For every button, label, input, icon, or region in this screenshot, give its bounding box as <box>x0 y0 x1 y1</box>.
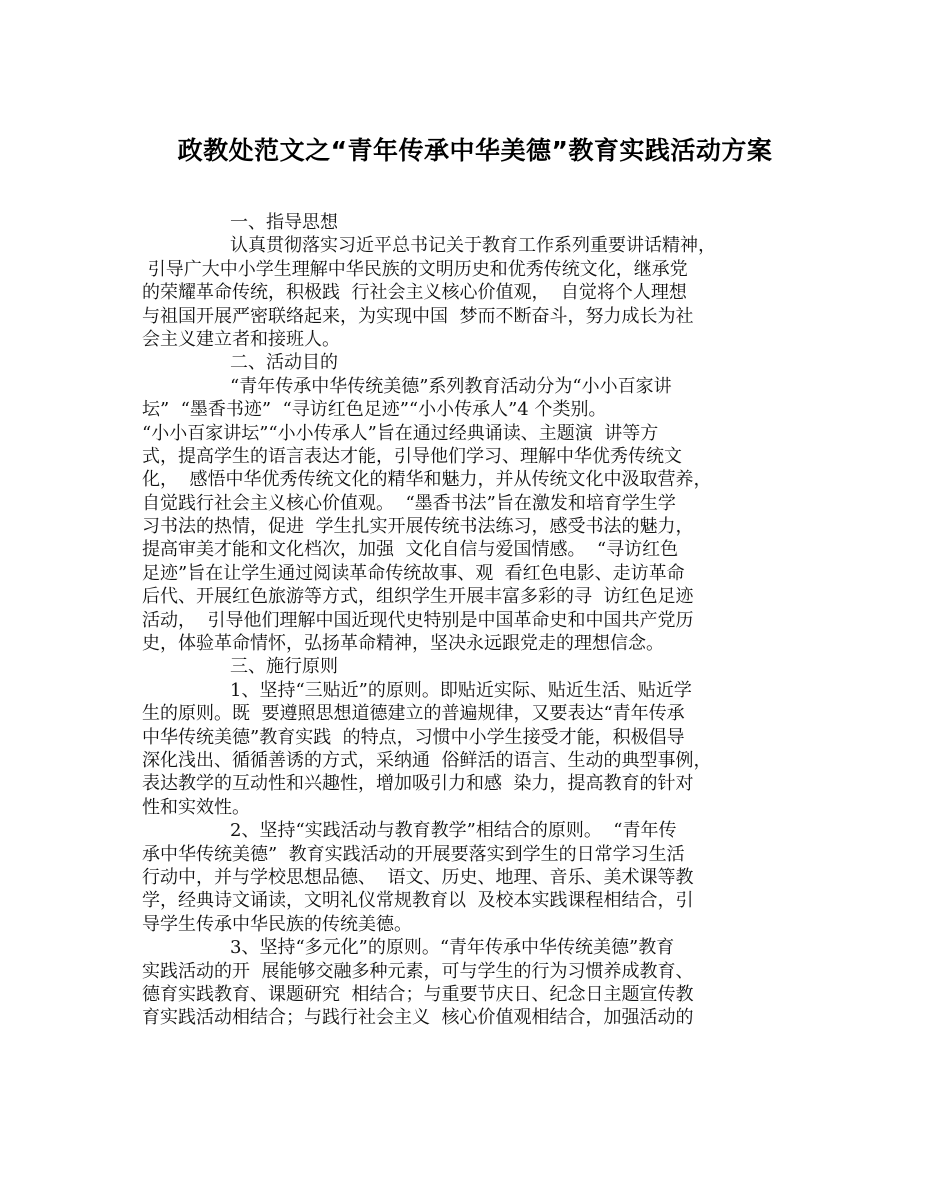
text-line: 深化浅出、循循善诱的方式，采纳通 俗鲜活的语言、生动的典型事例， <box>142 749 712 771</box>
text-line: 3、坚持“多元化”的原则。“青年传承中华传统美德”教育 <box>230 937 675 959</box>
text-line: 行动中，并与学校思想品德、 语文、历史、地理、音乐、美术课等教 <box>142 866 694 888</box>
text-line: 实践活动的开 展能够交融多种元素，可与学生的行为习惯养成教育、 <box>142 960 694 982</box>
text-line: 导学生传承中华民族的传统美德。 <box>142 913 412 935</box>
page-title: 政教处范文之“青年传承中华美德”教育实践活动方案 <box>177 136 773 165</box>
text-line: 足迹”旨在让学生通过阅读革命传统故事、观 看红色电影、走访革命 <box>142 562 685 584</box>
text-line: “小小百家讲坛”“小小传承人”旨在通过经典诵读、主题演 讲等方 <box>142 422 659 444</box>
text-line: 后代、开展红色旅游等方式，组织学生开展丰富多彩的寻 访红色足迹 <box>142 586 694 608</box>
text-line: 二、活动目的 <box>230 352 338 374</box>
text-line: 引导广大中小学生理解中华民族的文明历史和优秀传统文化，继承党 <box>142 258 688 280</box>
text-line: 式，提高学生的语言表达才能，引导他们学习、理解中华优秀传统文 <box>142 445 682 467</box>
text-line: 三、施行原则 <box>230 656 338 678</box>
text-line: 史，体验革命情怀，弘扬革命精神，坚决永远跟党走的理想信念。 <box>142 633 664 655</box>
text-line: 的荣耀革命传统，积极践 行社会主义核心价值观， 自觉将个人理想 <box>142 282 687 304</box>
text-line: 2、坚持“实践活动与教育教学”相结合的原则。 “青年传 <box>230 820 677 842</box>
text-line: 中华传统美德”教育实践 的特点，习惯中小学生接受才能，积极倡导 <box>142 726 685 748</box>
text-line: 坛” “墨香书迹” “寻访红色足迹”“小小传承人”4 个类别。 <box>142 399 607 421</box>
text-line: 1、坚持“三贴近”的原则。即贴近实际、贴近生活、贴近学 <box>230 679 692 701</box>
text-line: 认真贯彻落实习近平总书记关于教育工作系列重要讲话精神， <box>230 235 716 257</box>
text-line: 提高审美才能和文化档次，加强 文化自信与爱国情感。 “寻访红色 <box>142 539 679 561</box>
text-line: 生的原则。既 要遵照思想道德建立的普遍规律，又要表达“青年传承 <box>142 703 685 725</box>
text-line: “青年传承中华传统美德”系列教育活动分为“小小百家讲 <box>230 375 672 397</box>
text-line: 自觉践行社会主义核心价值观。 “墨香书法”旨在激发和培育学生学 <box>142 492 676 514</box>
text-line: 与祖国开展严密联络起来，为实现中国 梦而不断奋斗，努力成长为社 <box>142 305 694 327</box>
text-line: 学，经典诗文诵读，文明礼仪常规教育以 及校本实践课程相结合，引 <box>142 890 694 912</box>
text-line: 承中华传统美德” 教育实践活动的开展要落实到学生的日常学习生活 <box>142 843 685 865</box>
text-line: 化， 感悟中华优秀传统文化的精华和魅力，并从传统文化中汲取营养， <box>142 469 712 491</box>
text-line: 表达教学的互动性和兴趣性，增加吸引力和感 染力，提高教育的针对 <box>142 773 694 795</box>
document-body <box>142 211 812 1030</box>
text-line: 活动， 引导他们理解中国近现代史特别是中国革命史和中国共产党历 <box>142 609 694 631</box>
text-line: 会主义建立者和接班人。 <box>142 328 340 350</box>
text-line: 性和实效性。 <box>142 796 250 818</box>
text-line: 习书法的热情，促进 学生扎实开展传统书法练习，感受书法的魅力， <box>142 516 694 538</box>
text-line: 育实践活动相结合；与践行社会主义 核心价值观相结合，加强活动的 <box>142 1007 694 1029</box>
text-line: 一、指导思想 <box>230 212 338 233</box>
text-line: 德育实践教育、课题研究 相结合；与重要节庆日、纪念日主题宣传教 <box>142 983 694 1005</box>
